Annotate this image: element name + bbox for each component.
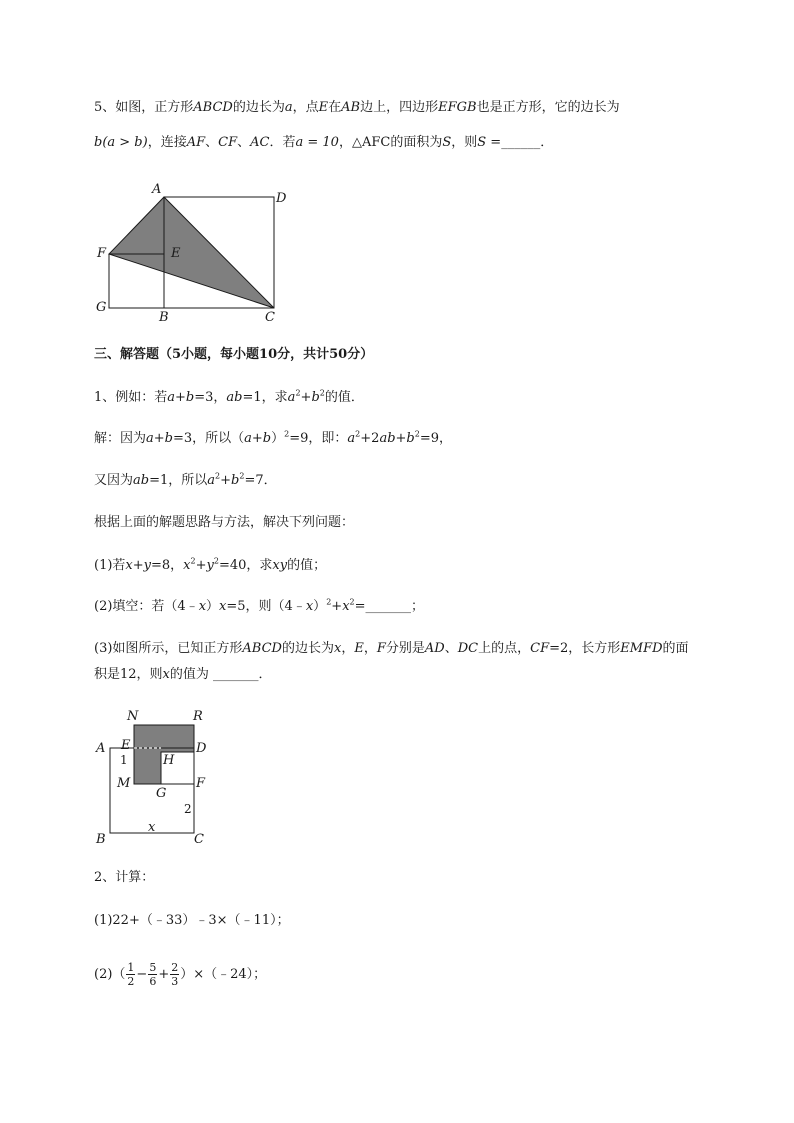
label-d: D: [196, 741, 207, 756]
math: AD: [424, 641, 445, 656]
label-a: A: [96, 741, 106, 756]
text: ）×（﹣24）；: [180, 967, 267, 982]
math: b: [231, 473, 240, 488]
text: (2)填空：若（4﹣: [94, 599, 199, 614]
label-e: E: [171, 246, 181, 261]
math: b: [311, 390, 320, 405]
text: ，: [341, 641, 355, 656]
text: ．: [540, 135, 554, 150]
text: =1，所以: [149, 473, 208, 488]
text: =2，长方形: [549, 641, 621, 656]
q5-line-2: [94, 134, 553, 152]
text: 分别是: [385, 641, 425, 656]
label-1: 1: [120, 753, 128, 767]
text: 的值．: [324, 390, 364, 405]
exponent: 2: [215, 471, 221, 481]
text: 、: [205, 135, 219, 150]
math: ab: [379, 431, 396, 446]
label-g: G: [156, 786, 167, 801]
p1-sub-3-line-1: [94, 640, 689, 658]
text: =40，求: [218, 558, 273, 573]
exponent: 2: [295, 388, 301, 398]
p1-sub-1: [94, 557, 326, 575]
p2-title: 2、计算：: [94, 870, 155, 885]
math: x: [219, 599, 227, 614]
text: =3，所以（: [172, 431, 245, 446]
text: 的值为: [169, 667, 209, 682]
math: AC: [250, 135, 270, 150]
p1-example-line: [94, 389, 364, 407]
text: ）: [271, 431, 285, 446]
exponent: 2: [284, 429, 290, 439]
answer-blank: _______: [213, 667, 259, 682]
label-c: C: [194, 832, 204, 847]
p1-solution-line-1: [94, 430, 452, 448]
text: (1)若: [94, 558, 126, 573]
text: 5、如图，正方形: [94, 100, 194, 115]
text: (3)如图所示，已知正方形: [94, 641, 243, 656]
label-2: 2: [184, 802, 192, 816]
text: ．若: [269, 135, 296, 150]
exponent: 2: [319, 388, 325, 398]
math: AB: [341, 100, 361, 115]
figure-2-square-rectangles: [90, 704, 220, 854]
exponent: 2: [190, 556, 196, 566]
math: x: [162, 667, 170, 682]
text: =8，: [151, 558, 184, 573]
text: 的面: [662, 641, 689, 656]
text: 、: [444, 641, 458, 656]
math: a: [207, 473, 216, 488]
text: ，连接: [147, 135, 187, 150]
text: ．: [258, 667, 272, 682]
label-h: H: [163, 753, 175, 768]
text: =: [354, 599, 366, 614]
math: x: [334, 641, 342, 656]
numerator: 2: [171, 961, 179, 974]
text: 边上，四边形: [360, 100, 439, 115]
p2-sub-1: (1)22+（﹣33）﹣3×（﹣11）；: [94, 913, 290, 928]
denominator: 3: [171, 975, 179, 988]
exponent: 2: [239, 471, 245, 481]
numerator: 5: [149, 961, 157, 974]
math: AF: [186, 135, 206, 150]
math: a: [287, 390, 296, 405]
label-g: G: [96, 300, 107, 315]
label-f: F: [97, 246, 107, 261]
denominator: 6: [149, 975, 157, 988]
label-d: D: [276, 191, 287, 206]
label-m: M: [117, 776, 131, 791]
text: 1、例如：若: [94, 390, 168, 405]
math: a+b: [244, 431, 272, 446]
fraction: [170, 961, 179, 988]
text: 的边长为: [232, 100, 285, 115]
math: EMFD: [620, 641, 663, 656]
text: 又因为: [94, 473, 134, 488]
text: +: [395, 431, 407, 446]
label-e: E: [121, 738, 131, 753]
math: a+b: [146, 431, 173, 446]
text: +2: [360, 431, 380, 446]
text: ）: [206, 599, 220, 614]
operator: −: [136, 967, 148, 982]
p1-sub-3-line-2: [94, 666, 272, 684]
label-x: x: [148, 820, 156, 835]
math: b: [406, 431, 415, 446]
math: a: [347, 431, 356, 446]
math: ABCD: [193, 100, 233, 115]
label-a: A: [152, 182, 162, 197]
q5-line-1: [94, 99, 620, 117]
math: E: [354, 641, 364, 656]
exponent: 2: [213, 556, 219, 566]
exponent: 2: [355, 429, 361, 439]
exponent: 2: [349, 597, 355, 607]
text: ；: [411, 599, 425, 614]
math: b: [94, 135, 103, 150]
math: a = 10: [295, 135, 339, 150]
label-b: B: [159, 310, 169, 325]
text: +: [220, 473, 232, 488]
label-n: N: [127, 709, 139, 724]
text: 的面积为: [390, 135, 443, 150]
text: 解：因为: [94, 431, 147, 446]
math: S =: [477, 135, 502, 150]
math: a+b: [167, 390, 195, 405]
text: ，: [363, 641, 377, 656]
math: ab: [133, 473, 150, 488]
text: (2)（: [94, 967, 126, 982]
text: 的值；: [287, 558, 327, 573]
math: (a > b): [102, 135, 148, 150]
math: CF: [530, 641, 550, 656]
text: =3，: [194, 390, 227, 405]
numerator: 1: [127, 961, 135, 974]
text: 、: [237, 135, 251, 150]
p1-instruction: 根据上面的解题思路与方法，解决下列问题：: [94, 515, 355, 530]
fraction: [126, 961, 135, 988]
text: =9，: [419, 431, 453, 446]
shaded-triangle-afc: [109, 197, 274, 308]
answer-blank: ______: [501, 135, 541, 150]
math: F: [376, 641, 386, 656]
text: ，: [338, 135, 352, 150]
p1-sub-2: [94, 598, 424, 616]
text: ，则: [451, 135, 478, 150]
text: +: [331, 599, 343, 614]
math: ab: [226, 390, 243, 405]
fraction: [148, 961, 157, 988]
math: CF: [218, 135, 238, 150]
answer-blank: _______: [365, 599, 412, 614]
text: =5，则（4﹣: [226, 599, 306, 614]
math: xy: [272, 558, 288, 573]
text: 积是12，则: [94, 667, 163, 682]
math: x: [342, 599, 350, 614]
figure-1-squares: [90, 178, 300, 328]
text: 的边长为: [281, 641, 334, 656]
text: =9，即：: [289, 431, 348, 446]
math: x: [305, 599, 314, 614]
p1-solution-line-2: [94, 472, 277, 490]
math: x: [183, 558, 191, 573]
p2-sub-2: [94, 960, 266, 990]
text: 在: [328, 100, 342, 115]
math: DC: [457, 641, 479, 656]
text: 也是正方形，它的边长为: [476, 100, 620, 115]
label-f: F: [196, 776, 206, 791]
math: ABCD: [242, 641, 282, 656]
math: EFGB: [438, 100, 477, 115]
exponent: 2: [414, 429, 420, 439]
math: x+y: [125, 558, 151, 573]
math: △AFC: [351, 135, 391, 150]
section-3-heading: 三、解答题（5小题，每小题10分，共计50分）: [94, 347, 374, 362]
text: =7．: [244, 473, 277, 488]
denominator: 2: [127, 975, 135, 988]
label-b: B: [96, 832, 106, 847]
label-r: R: [193, 709, 203, 724]
text: 上的点，: [478, 641, 531, 656]
text: ，点: [292, 100, 319, 115]
text: +: [195, 558, 207, 573]
exponent: 2: [326, 597, 332, 607]
math: a: [284, 100, 293, 115]
text: +: [300, 390, 312, 405]
operator: +: [158, 967, 170, 982]
math: E: [318, 100, 329, 115]
math: y: [206, 558, 214, 573]
math: x: [198, 599, 207, 614]
math: S: [442, 135, 452, 150]
text: ）: [313, 599, 327, 614]
text: =1，求: [242, 390, 288, 405]
label-c: C: [265, 310, 275, 325]
